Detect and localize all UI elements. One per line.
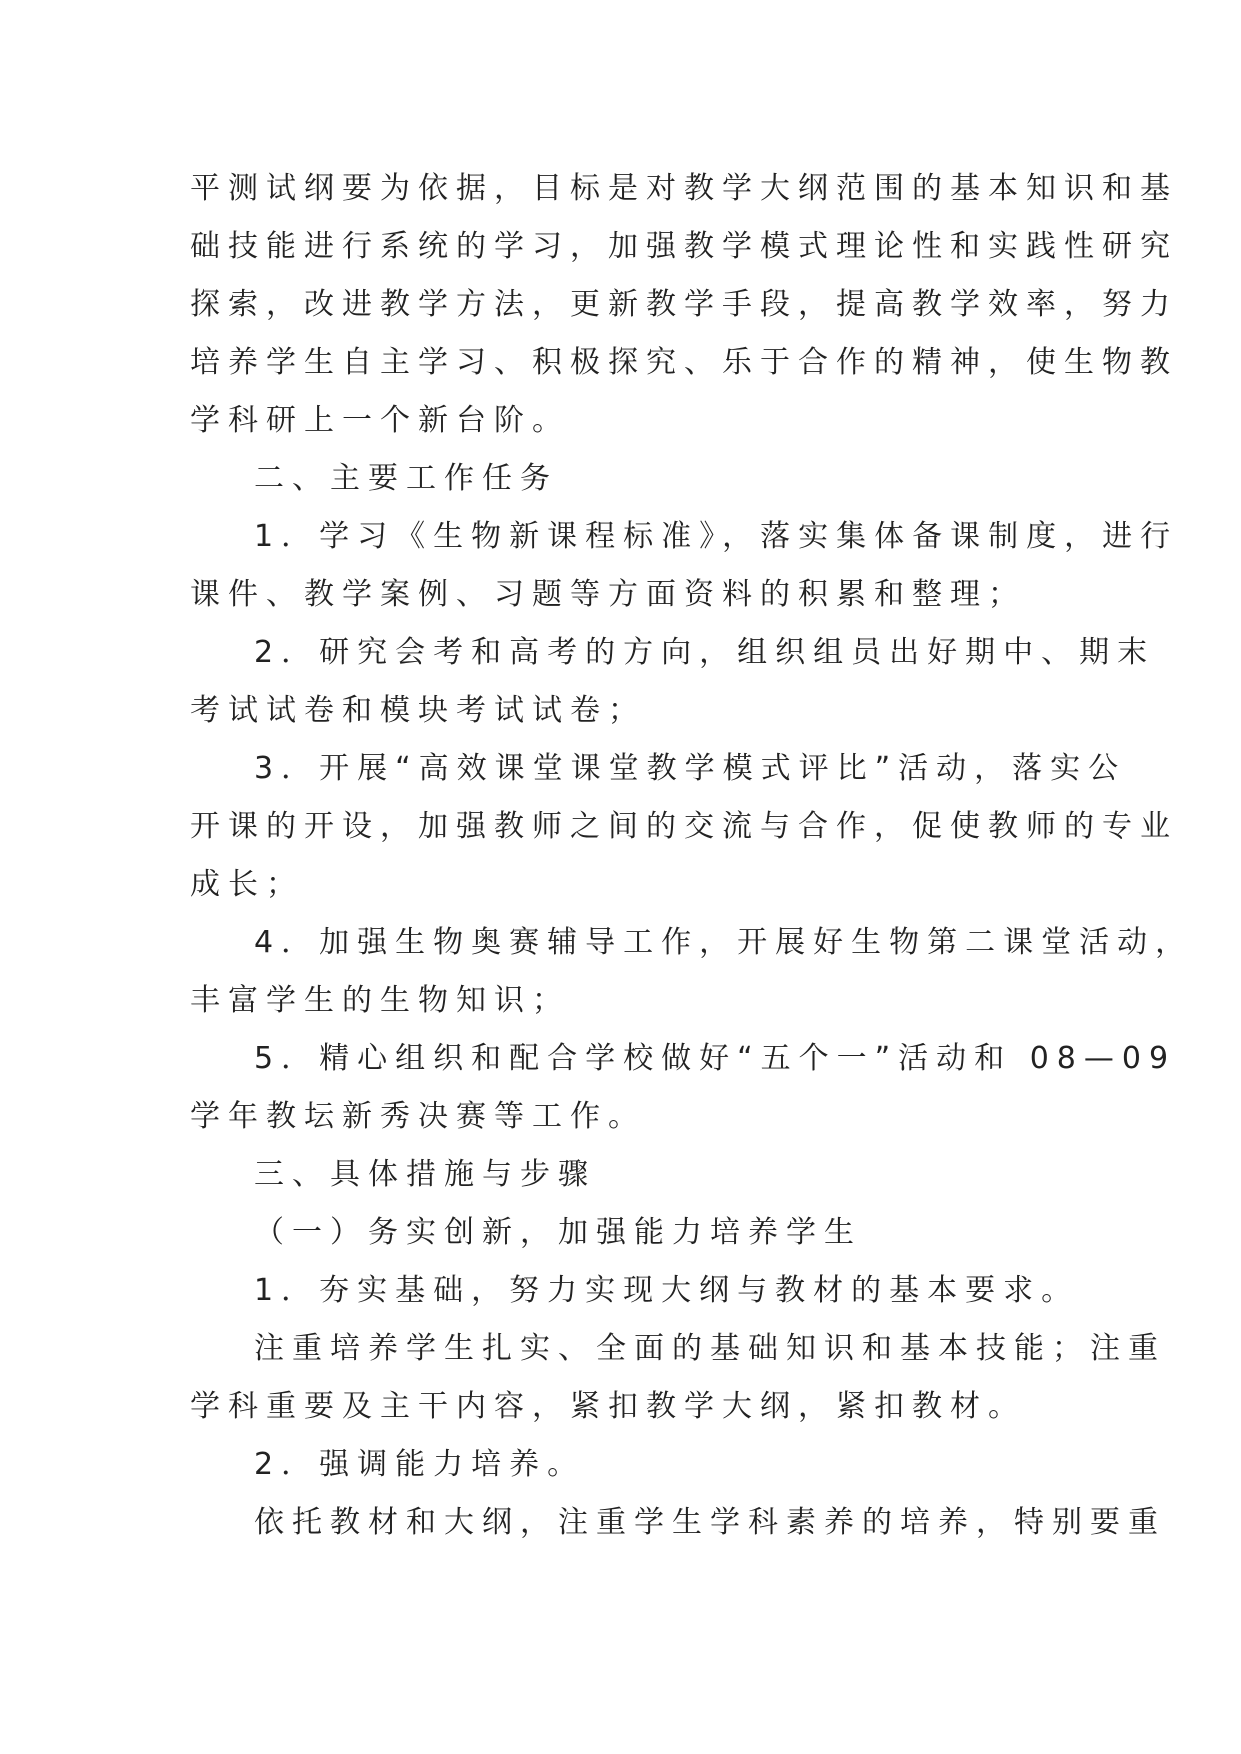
text-line: 依托教材和大纲，注重学生学科素养的培养，特别要重 <box>254 1505 1166 1540</box>
text-line: 1．夯实基础，努力实现大纲与教材的基本要求。 <box>254 1273 1080 1308</box>
text-line: 学科研上一个新台阶。 <box>190 403 570 438</box>
text-line: 注重培养学生扎实、全面的基础知识和基本技能；注重 <box>254 1331 1166 1366</box>
text-line: 培养学生自主学习、积极探究、乐于合作的精神，使生物教 <box>190 345 1178 380</box>
text-line: 二、主要工作任务 <box>254 461 558 496</box>
text-line: 丰富学生的生物知识； <box>190 983 570 1018</box>
document-body <box>190 160 1194 1552</box>
text-line: 学科重要及主干内容，紧扣教学大纲，紧扣教材。 <box>190 1389 1026 1424</box>
text-line: 4．加强生物奥赛辅导工作，开展好生物第二课堂活动， <box>254 925 1194 960</box>
text-line: 三、具体措施与步骤 <box>254 1157 596 1192</box>
text-line: 开课的开设，加强教师之间的交流与合作，促使教师的专业 <box>190 809 1178 844</box>
text-line: 课件、教学案例、习题等方面资料的积累和整理； <box>190 577 1026 612</box>
text-line: 2．研究会考和高考的方向，组织组员出好期中、期末 <box>254 635 1156 670</box>
text-line: 5．精心组织和配合学校做好“五个一”活动和 08—09 <box>254 1041 1177 1076</box>
text-line: 考试试卷和模块考试试卷； <box>190 693 646 728</box>
text-line: 平测试纲要为依据，目标是对教学大纲范围的基本知识和基 <box>190 171 1178 206</box>
text-line: 3．开展“高效课堂课堂教学模式评比”活动，落实公 <box>254 751 1127 786</box>
text-line: 探索，改进教学方法，更新教学手段，提高教学效率，努力 <box>190 287 1178 322</box>
text-line: 2．强调能力培养。 <box>254 1447 586 1482</box>
text-line: 成长； <box>190 867 304 902</box>
text-line: 1．学习《生物新课程标准》，落实集体备课制度，进行 <box>254 519 1179 554</box>
text-line: 学年教坛新秀决赛等工作。 <box>190 1099 646 1134</box>
text-line: （一）务实创新，加强能力培养学生 <box>254 1215 862 1250</box>
text-line: 础技能进行系统的学习，加强教学模式理论性和实践性研究 <box>190 229 1178 264</box>
